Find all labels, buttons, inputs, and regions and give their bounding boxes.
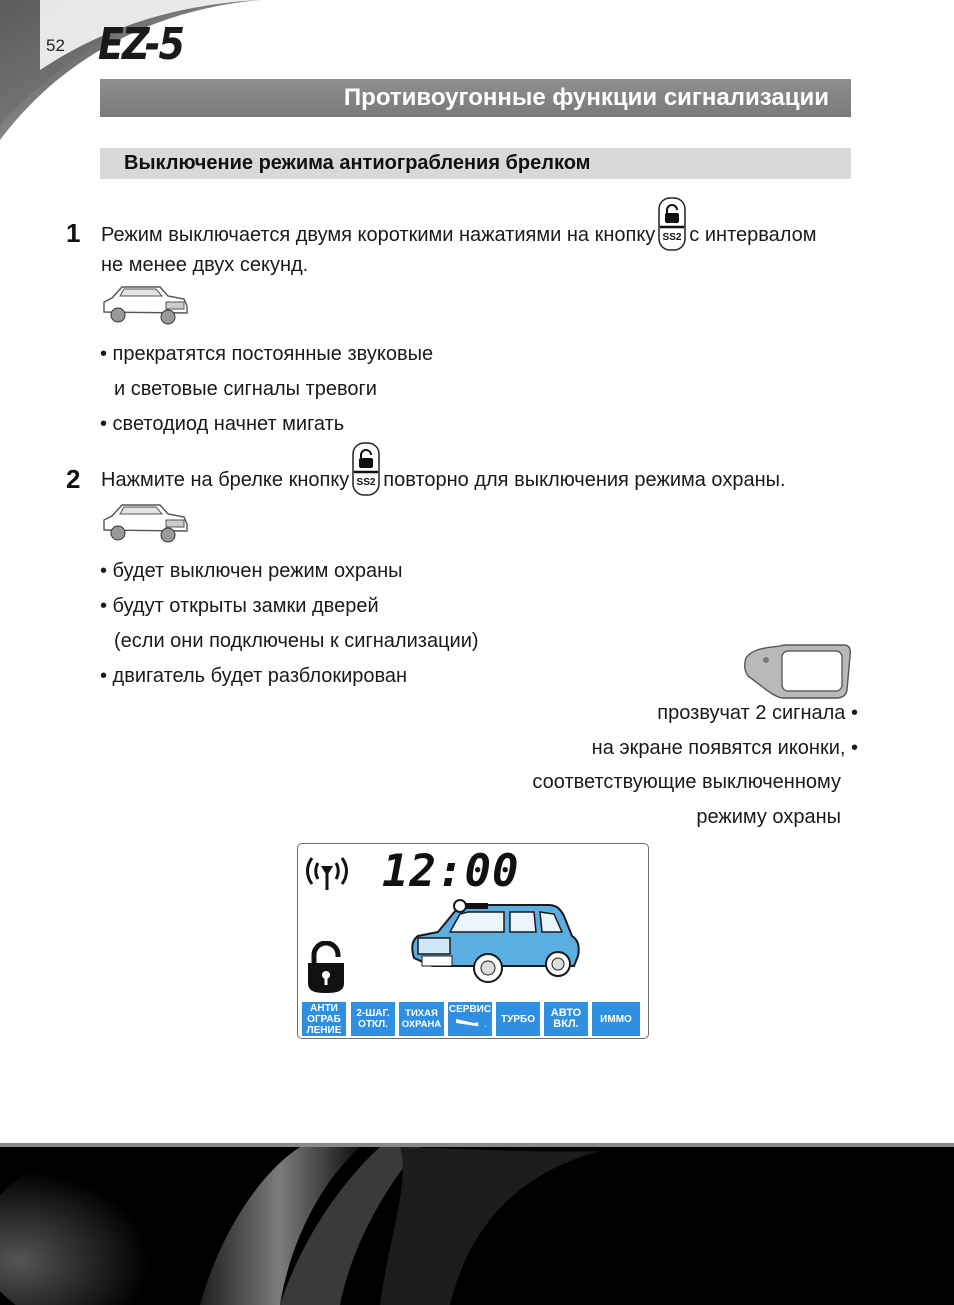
lcd-silent-guard-indicator: [399, 1002, 444, 1036]
lcd-immo-indicator: [592, 1002, 640, 1036]
lcd-display: [297, 843, 649, 1039]
step-1-bullet-1: • прекратятся постоянные звуковые: [100, 343, 434, 365]
lcd-service-indicator: [448, 1002, 492, 1036]
step-1-text: [101, 220, 817, 251]
lcd-clock: 12:00: [382, 846, 520, 897]
lcd-label-line: ОТКЛ.: [358, 1019, 388, 1030]
lcd-label-line: ИММО: [600, 1013, 632, 1025]
lcd-label-line: ВКЛ.: [553, 1018, 579, 1030]
wrench-icon: [452, 1015, 488, 1031]
page-number: 52: [46, 36, 65, 55]
lcd-label-line: АВТО: [550, 1007, 582, 1019]
step-2-bullet-4: • двигатель будет разблокирован: [100, 665, 408, 687]
footer-decoration: [0, 1143, 954, 1305]
car-blue-icon: [408, 896, 583, 988]
lcd-label-line: 2-ШАГ.: [356, 1008, 390, 1019]
lcd-label-line: ЛЕНИЕ: [306, 1024, 342, 1036]
remote-note-1: прозвучат 2 сигнала •: [657, 702, 858, 724]
lcd-label-line: ТУРБО: [501, 1013, 535, 1025]
brand-logo: EZ-5: [98, 18, 183, 70]
antenna-signal-icon: [304, 854, 350, 892]
step-2-text: [101, 465, 786, 496]
step-2-text-after: повторно для выключения режима охраны.: [383, 469, 786, 491]
remote-note-2: на экране появятся иконки, •: [591, 737, 858, 759]
lcd-2step-off-indicator: [351, 1002, 395, 1036]
car-small-icon: [100, 500, 190, 544]
step-1-number: 1: [66, 218, 81, 248]
step-2-bullet-1: • будет выключен режим охраны: [100, 560, 403, 582]
key-label: SS2: [662, 231, 682, 243]
lcd-label-line: ОГРАБ: [307, 1013, 341, 1025]
lcd-label-line: ТИХАЯ: [405, 1008, 438, 1019]
remote-key-ss2-icon: [658, 197, 686, 251]
step-2-bullet-3: (если они подключены к сигнализации): [114, 630, 479, 652]
footer-art: [0, 1143, 954, 1305]
lcd-turbo-indicator: [496, 1002, 540, 1036]
remote-note-3: соответствующие выключенному: [532, 771, 841, 793]
step-2-text-before: Нажмите на брелке кнопку: [101, 469, 350, 491]
step-2-bullet-2: • будут открыты замки дверей: [100, 595, 379, 617]
lcd-auto-on-indicator: [544, 1002, 588, 1036]
step-1-text-after: с интервалом: [689, 224, 817, 246]
step-1-bullet-2: и световые сигналы тревоги: [114, 378, 377, 400]
remote-note-4: режиму охраны: [696, 806, 841, 828]
lcd-antirobbery-indicator: [302, 1002, 346, 1036]
remote-fob-icon: [744, 642, 852, 700]
unlocked-padlock-icon: [304, 941, 348, 995]
key-label: SS2: [356, 476, 376, 488]
step-2-number: 2: [66, 464, 81, 494]
lcd-label-line: ОХРАНА: [401, 1019, 442, 1030]
car-small-icon: [100, 282, 190, 326]
step-1-text-before: Режим выключается двумя короткими нажатиями на кнопку: [101, 224, 656, 246]
lcd-label-line: СЕРВИС: [448, 1004, 492, 1015]
section-title: Противоугонные функции сигнализации: [100, 79, 851, 117]
subsection-title: Выключение режима антиограбления брелком: [100, 148, 851, 179]
step-1-bullet-3: • светодиод начнет мигать: [100, 413, 345, 435]
remote-key-ss2-icon: [352, 442, 380, 496]
step-1-text-line2: не менее двух секунд.: [101, 254, 309, 276]
lcd-label-line: АНТИ: [310, 1002, 338, 1014]
